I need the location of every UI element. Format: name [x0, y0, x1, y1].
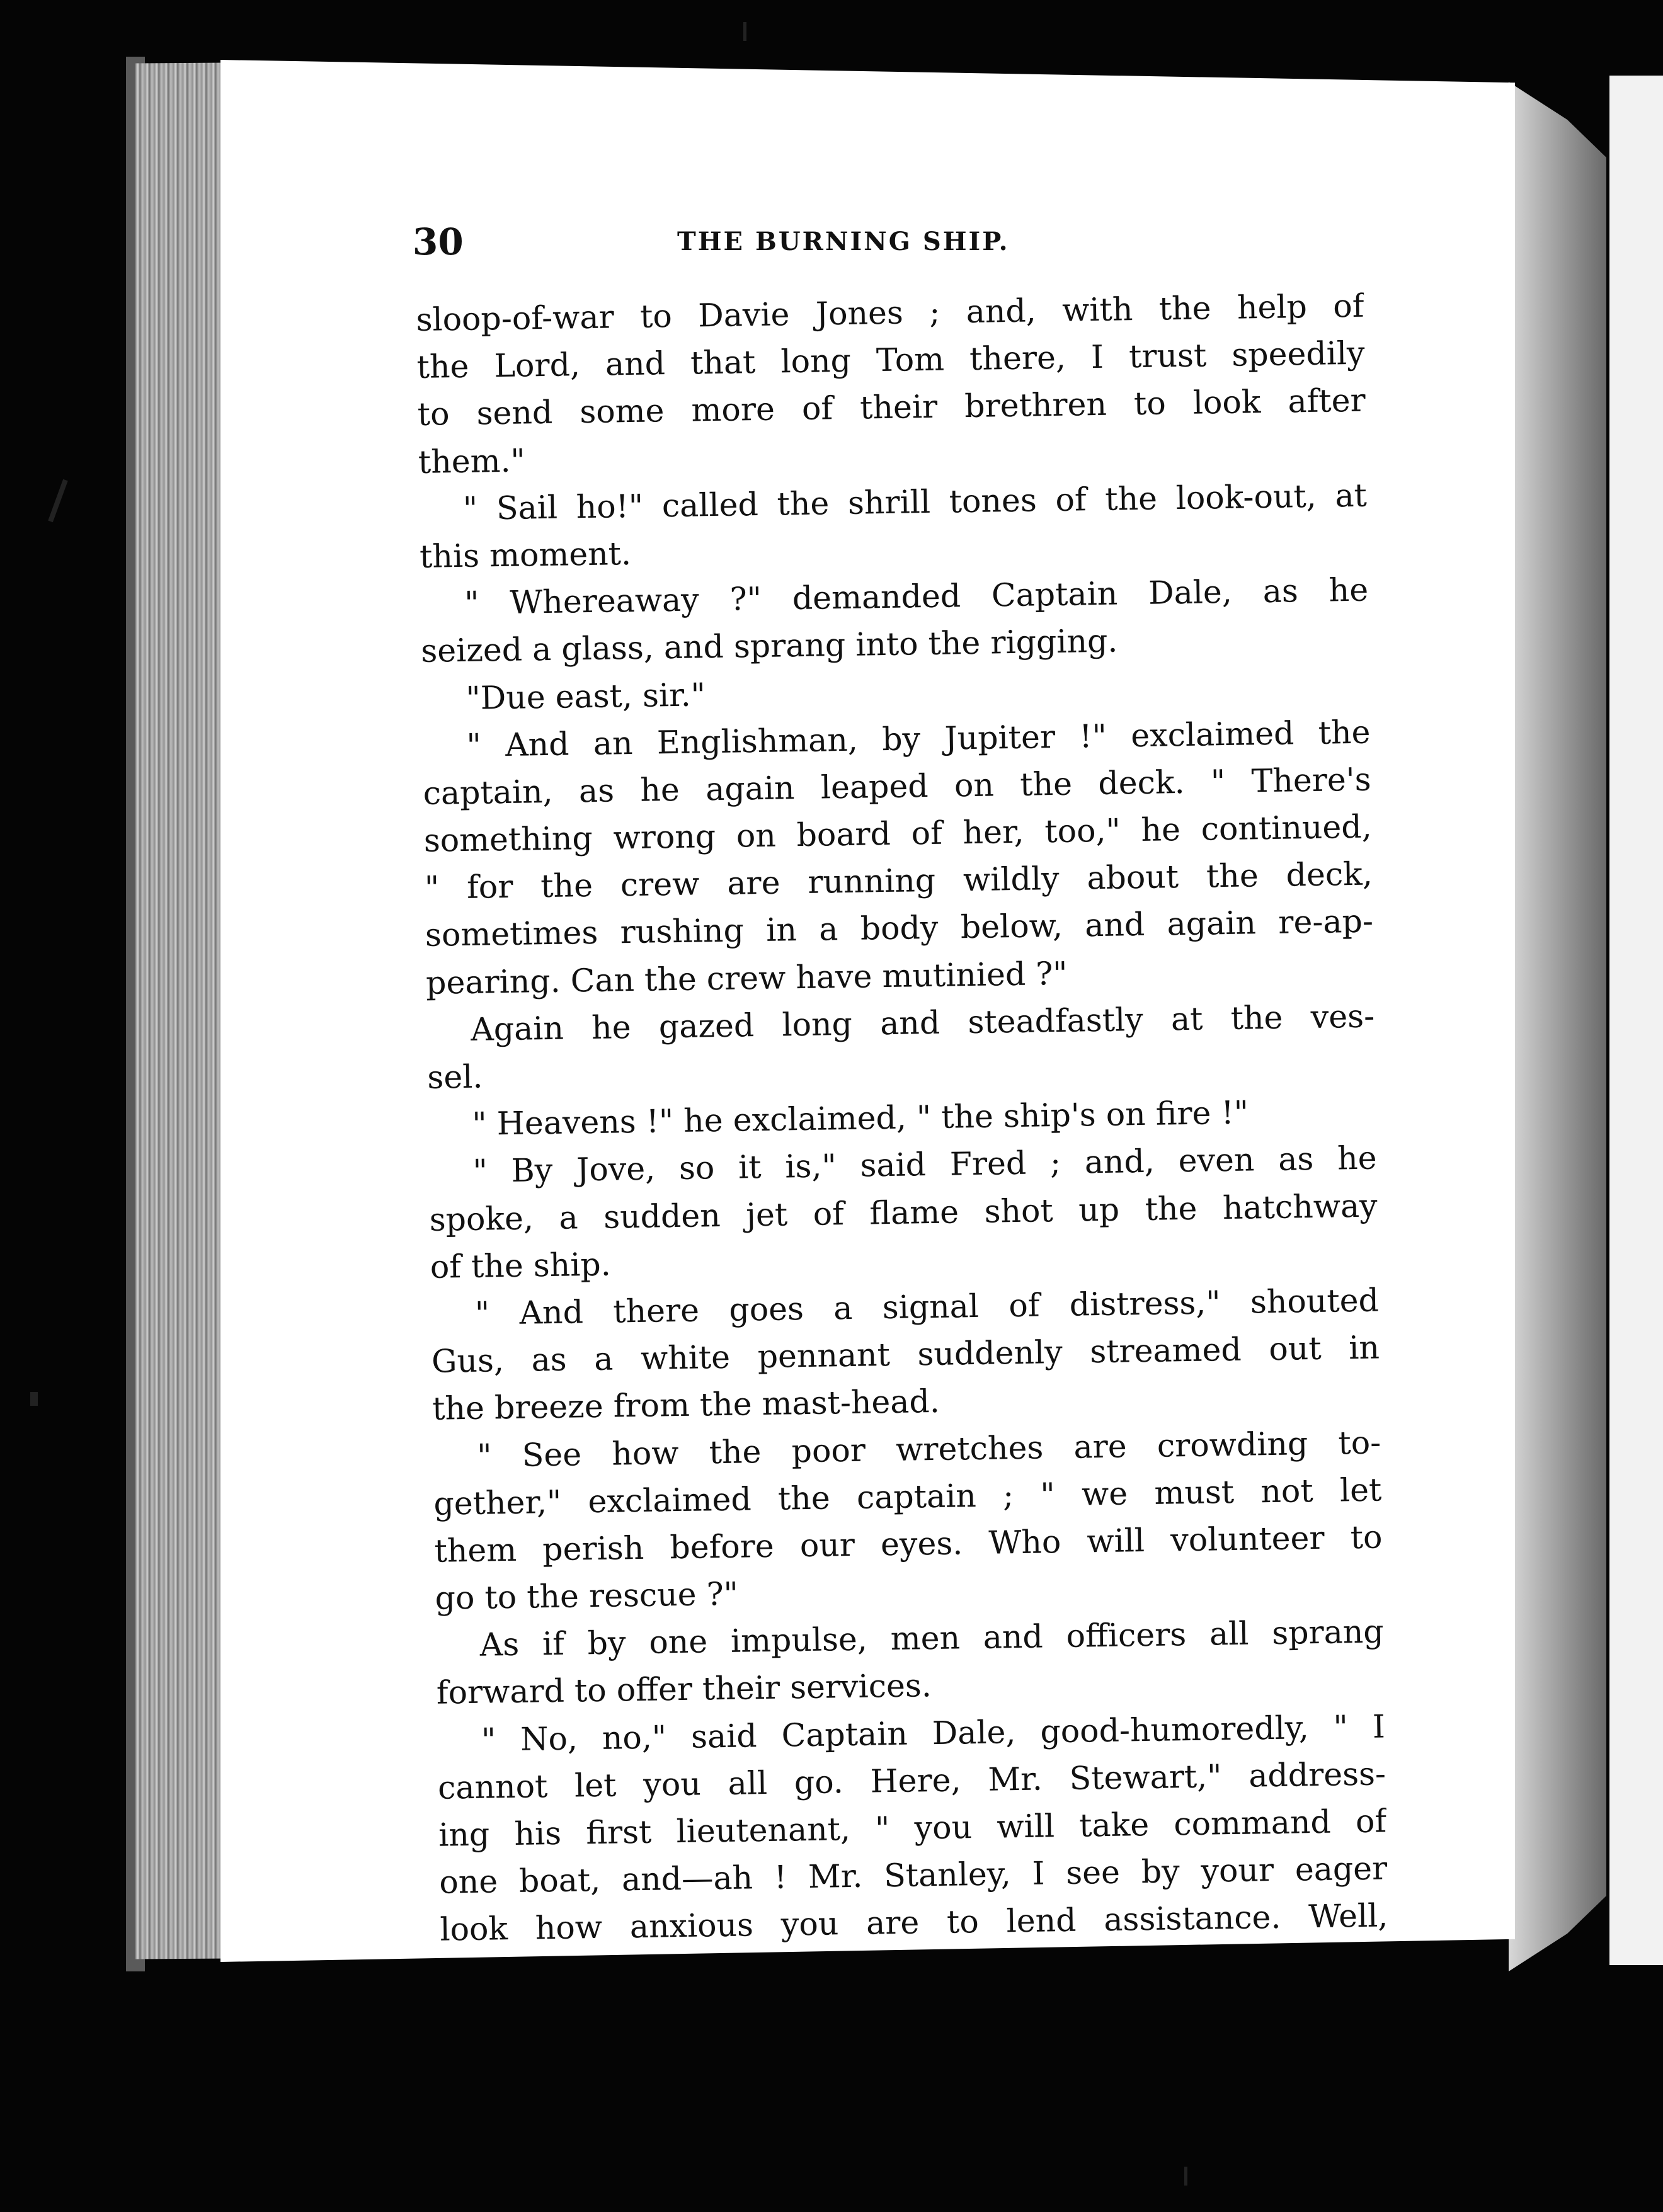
text-line: " And there goes a signal of distress," shouted	[474, 1281, 1380, 1332]
text-line: of the ship.	[430, 1245, 612, 1286]
margin-speck	[48, 479, 67, 523]
text-line: seized a glass, and sprang into the rigging.	[420, 622, 1118, 670]
text-line: "Due east, sir."	[466, 675, 706, 717]
left-page-stack-edge	[135, 62, 227, 1959]
text-line: " See how the poor wretches are crowding to-	[476, 1423, 1381, 1474]
text-line: to send some more of their brethren to look after	[417, 382, 1366, 433]
margin-speck	[743, 22, 746, 41]
text-line: go to the rescue ?"	[435, 1575, 739, 1617]
text-line: look how anxious you are to lend assistance. Well,	[440, 1896, 1388, 1949]
text-line: one boat, and—ah ! Mr. Stanley, I see by your eager	[438, 1849, 1388, 1901]
page-header	[413, 214, 1364, 283]
text-line: spoke, a sudden jet of flame shot up the hatchway	[429, 1187, 1378, 1238]
text-line: this moment.	[419, 534, 632, 575]
text-line: " for the crew are running wildly about the deck,	[424, 855, 1373, 907]
text-line: sel.	[426, 1058, 483, 1096]
text-line: sloop-of-war to Davie Jones ; and, with the help of	[416, 287, 1364, 338]
text-line: " And an Englishman, by Jupiter !" exclaimed the	[466, 713, 1371, 764]
right-margin-background	[1609, 76, 1663, 1965]
text-line: cannot let you all go. Here, Mr. Stewart," address-	[437, 1755, 1386, 1806]
text-line: " Sail ho!" called the shrill tones of the look-out, at	[462, 476, 1368, 527]
text-line: " No, no," said Captain Dale, good-humoredly, " I	[481, 1707, 1386, 1759]
page-number: 30	[413, 220, 464, 263]
text-line: the Lord, and that long Tom there, I trust speedily	[416, 334, 1365, 386]
margin-speck	[30, 1392, 38, 1406]
text-line: them."	[418, 442, 526, 481]
text-line: captain, as he again leaped on the deck. " There's	[423, 760, 1371, 812]
text-line: " By Jove, so it is," said Fred ; and, even as he	[472, 1139, 1377, 1190]
text-line: the breeze from the mast-head.	[431, 1382, 940, 1428]
text-line: something wrong on board of her, too," he continued,	[423, 807, 1373, 859]
text-line: " Whereaway ?" demanded Captain Dale, as he	[464, 571, 1369, 622]
text-line: ing his first lieutenant, " you will take command of	[438, 1802, 1387, 1854]
text-line: Again he gazed long and steadfastly at the ves-	[470, 997, 1375, 1048]
right-page-stack-edge	[1509, 82, 1606, 1971]
margin-speck	[1184, 2167, 1187, 2186]
text-line: pearing. Can the crew have mutinied ?"	[425, 954, 1068, 1001]
body-text	[416, 282, 1388, 1954]
text-line: sometimes rushing in a body below, and again re-ap-	[425, 903, 1374, 954]
text-line: As if by one impulse, men and officers all sprang	[479, 1612, 1385, 1663]
text-line: forward to offer their services.	[436, 1667, 932, 1712]
text-line: " Heavens !" he exclaimed, " the ship's on fire !"	[472, 1093, 1249, 1143]
running-title: THE BURNING SHIP.	[677, 227, 1010, 256]
text-line: gether," exclaimed the captain ; " we must not let	[433, 1471, 1382, 1522]
text-line: them perish before our eyes. Who will volunteer to	[434, 1518, 1383, 1570]
text-line: Gus, as a white pennant suddenly streamed out in	[431, 1328, 1380, 1380]
